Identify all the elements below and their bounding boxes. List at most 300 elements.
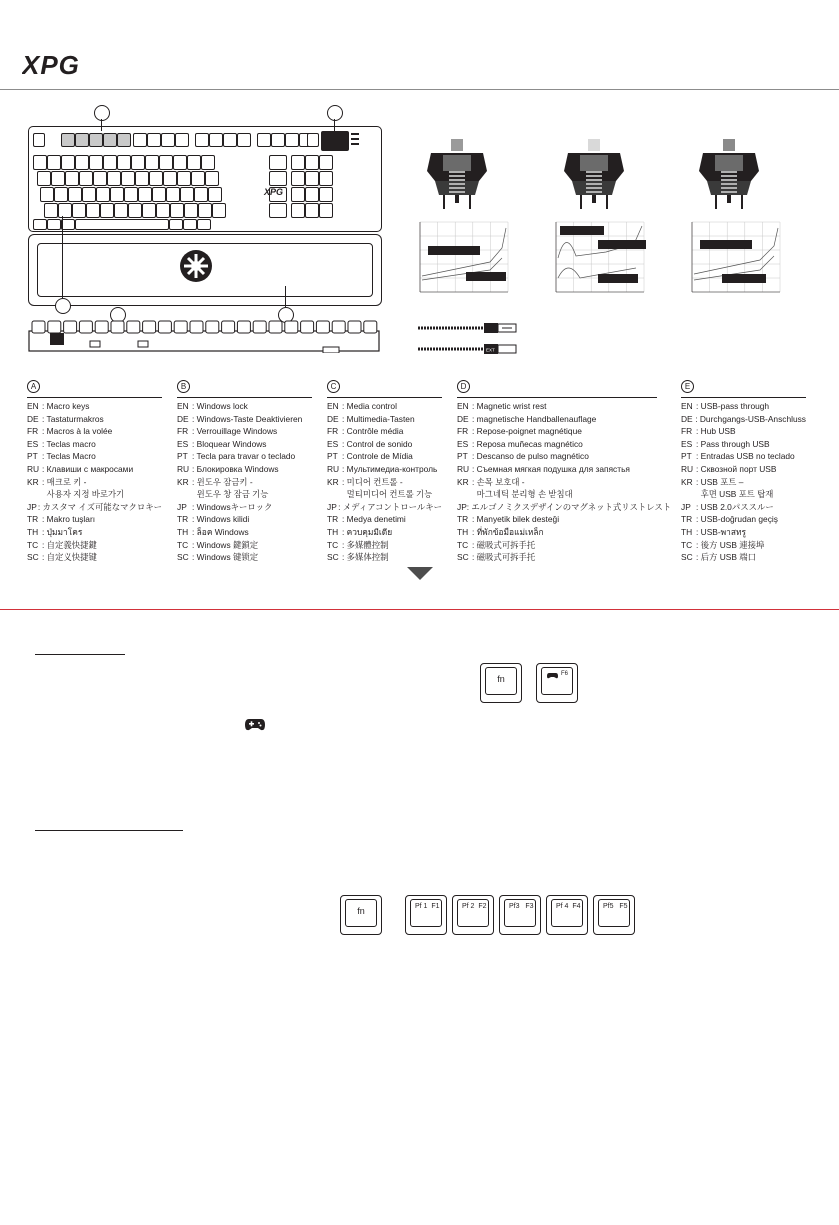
column-letter-badge: B <box>177 380 190 393</box>
language-row <box>457 526 657 539</box>
language-label: : magnetische Handballenauflage <box>472 413 597 424</box>
fn-key-illustration: fn <box>480 663 522 703</box>
profile-key-illustration <box>593 895 635 935</box>
language-label: : Repose-poignet magnétique <box>472 426 582 437</box>
language-row <box>177 513 312 526</box>
language-label: : Pass through USB <box>696 438 770 449</box>
language-label: : Durchgangs-USB-Anschluss <box>695 413 806 424</box>
language-code: TH <box>27 526 39 537</box>
language-row <box>177 526 312 539</box>
language-row <box>27 413 162 426</box>
switch-window <box>715 155 743 171</box>
language-code: PT <box>27 451 38 462</box>
keyboard-key <box>68 187 82 202</box>
language-row <box>681 450 806 463</box>
keyboard-key <box>124 187 138 202</box>
side-key <box>237 321 250 333</box>
keyboard-key <box>47 219 61 230</box>
language-label: : 미디어 컨트롤 - <box>342 476 403 487</box>
language-row <box>327 526 442 539</box>
language-row <box>177 438 312 451</box>
keyboard-key <box>163 171 177 186</box>
keyboard-key <box>205 171 219 186</box>
keycap-label: Pf 2 F2 <box>462 903 487 910</box>
keyboard-key <box>40 187 54 202</box>
keyboard-key <box>117 155 131 170</box>
language-code: EN <box>327 401 339 411</box>
keyboard-key <box>65 171 79 186</box>
language-label: : 磁吸式可拆手托 <box>472 552 536 563</box>
language-label: : Windowsキーロック <box>192 501 273 512</box>
keyboard-key <box>321 131 349 151</box>
language-label: : メディアコントロールキー <box>338 501 442 512</box>
language-code: ES <box>177 438 189 449</box>
language-code: EN <box>457 401 469 411</box>
language-row <box>681 400 806 413</box>
switch-pin <box>580 195 582 209</box>
keyboard-key <box>208 187 222 202</box>
usb-port <box>138 341 148 347</box>
callout-leader <box>62 216 63 298</box>
keyboard-key <box>51 171 65 186</box>
language-row <box>177 501 312 514</box>
keyboard-key <box>269 171 287 186</box>
keyboard-key <box>75 155 89 170</box>
language-label: : Descanso de pulso magnético <box>472 451 589 462</box>
language-label: : Entradas USB no teclado <box>696 451 795 462</box>
xpg-emblem-icon <box>179 249 213 283</box>
column-rule <box>327 397 442 398</box>
keyboard-key <box>138 187 152 202</box>
language-code: KR <box>177 476 189 487</box>
switch-spring <box>721 187 737 189</box>
language-row <box>177 450 312 463</box>
language-code: KR <box>27 476 39 487</box>
language-label: : Macros à la volée <box>42 426 113 437</box>
keyboard-key <box>183 219 197 230</box>
callout-b-marker <box>327 105 343 121</box>
language-row <box>457 400 657 413</box>
language-label: : Блокировка Windows <box>192 463 279 474</box>
language-code: DE <box>457 413 469 424</box>
language-label: : USB-pass through <box>696 401 770 411</box>
keyboard-key <box>145 155 159 170</box>
language-code: TH <box>457 526 469 537</box>
switch-spring <box>449 179 465 181</box>
language-code <box>27 488 42 501</box>
language-label: : ล็อค Windows <box>192 526 249 537</box>
language-code: TC <box>327 539 339 550</box>
language-list <box>327 400 442 564</box>
language-label: : 매크로 키 - <box>42 476 87 487</box>
switch-spring <box>449 183 465 185</box>
side-key <box>158 321 171 333</box>
language-label: 멀티미디어 컨트롤 기능 <box>342 489 433 500</box>
profile-key-illustration <box>499 895 541 935</box>
switch-pin <box>606 195 608 209</box>
language-code: PT <box>681 451 692 462</box>
language-code: SC <box>457 552 469 563</box>
language-label: : Мультимедиа-контроль <box>342 463 438 474</box>
keyboard-key <box>128 203 142 218</box>
profile-key-illustration <box>546 895 588 935</box>
language-code: TR <box>177 514 189 525</box>
switch-pin <box>715 195 717 209</box>
language-code: TH <box>681 526 693 537</box>
language-label: : 后方 USB 端口 <box>696 552 757 563</box>
language-label: : USB-พาสทรู <box>696 526 747 537</box>
keyboard-key <box>291 171 305 186</box>
graph-label-bar <box>598 240 646 249</box>
side-key <box>48 321 61 333</box>
switch-spring <box>586 187 602 189</box>
language-row <box>27 400 162 413</box>
language-code <box>457 488 472 501</box>
language-code <box>177 488 192 501</box>
side-key <box>190 321 203 333</box>
usb-port <box>90 341 100 347</box>
language-column-d <box>457 380 672 564</box>
keyboard-key <box>319 187 333 202</box>
switch-stem <box>588 139 600 151</box>
keyboard-key <box>149 171 163 186</box>
keyboard-key <box>212 203 226 218</box>
keyboard-key <box>93 171 107 186</box>
language-code: FR <box>177 426 189 437</box>
column-rule <box>177 397 312 398</box>
keyboard-key <box>61 133 75 147</box>
keyboard-key <box>54 187 68 202</box>
callout-leader <box>101 119 102 131</box>
language-code: RU <box>27 463 40 474</box>
side-key <box>348 321 361 333</box>
column-rule <box>27 397 162 398</box>
language-label: : Windows-Taste Deaktivieren <box>192 413 303 424</box>
keyboard-key <box>285 133 299 147</box>
language-code: EN <box>177 401 189 411</box>
language-code: SC <box>27 552 39 563</box>
language-label: : Сквозной порт USB <box>696 463 777 474</box>
language-row <box>177 539 312 552</box>
svg-text:XPG: XPG <box>22 52 80 78</box>
side-key <box>364 321 377 333</box>
language-row <box>457 551 657 564</box>
keyboard-key <box>184 203 198 218</box>
language-row <box>681 513 806 526</box>
keyboard-key <box>133 133 147 147</box>
language-row <box>457 438 657 451</box>
graph-label-bar <box>560 226 604 235</box>
language-code: ES <box>327 438 339 449</box>
language-label: : Magnetic wrist rest <box>472 401 547 411</box>
language-code: ES <box>457 438 469 449</box>
switch-spring <box>449 187 465 189</box>
language-label: : Клавиши с макросами <box>42 463 134 474</box>
switch-spring <box>449 191 465 193</box>
language-code: ES <box>681 438 693 449</box>
keyboard-key <box>79 171 93 186</box>
side-key <box>64 321 77 333</box>
keyboard-key <box>61 155 75 170</box>
keyboard-key <box>107 171 121 186</box>
keyboard-key <box>89 155 103 170</box>
keycap-label: Pf5 F5 <box>603 903 628 910</box>
keyboard-key <box>33 219 47 230</box>
keyboard-key <box>100 203 114 218</box>
keyboard-key <box>223 133 237 147</box>
language-code: TH <box>327 526 339 537</box>
language-label: : ควบคุมมีเดีย <box>342 526 393 537</box>
keyboard-key <box>159 155 173 170</box>
callout-c-marker <box>55 298 71 314</box>
language-label: : 多媒體控制 <box>342 539 389 550</box>
keyboard-key <box>75 219 169 230</box>
keyboard-key <box>131 155 145 170</box>
callout-leader <box>334 119 335 131</box>
language-row <box>327 476 442 489</box>
switch-spring <box>721 179 737 181</box>
column-rule <box>457 397 657 398</box>
graph-label-bar <box>722 274 766 283</box>
keyboard-logo: XPG <box>264 187 284 197</box>
language-row <box>27 450 162 463</box>
side-key <box>269 321 282 333</box>
language-code: SC <box>327 552 339 563</box>
switch-spring <box>449 175 465 177</box>
language-row <box>457 413 657 426</box>
language-row <box>27 551 162 564</box>
section-divider-red <box>0 609 839 610</box>
language-row <box>457 425 657 438</box>
side-key <box>206 321 219 333</box>
switch-stem <box>451 139 463 151</box>
usb-cable-ext-illustration <box>418 342 518 356</box>
language-label: 윈도우 창 잠금 기능 <box>192 489 269 500</box>
fn-key-illustration <box>340 895 382 935</box>
switch-illustration <box>425 137 489 213</box>
language-label: : Verrouillage Windows <box>192 426 278 437</box>
keyboard-key <box>47 155 61 170</box>
language-code: RU <box>681 463 694 474</box>
keyboard-key <box>147 133 161 147</box>
keyboard-key <box>269 155 287 170</box>
language-label: 사용자 지정 바로가기 <box>42 489 125 500</box>
switch-spring <box>721 171 737 173</box>
language-row <box>177 476 312 489</box>
language-code: TC <box>457 539 469 550</box>
profile-key-illustration <box>405 895 447 935</box>
keyboard-key <box>180 187 194 202</box>
language-label: : USB-doğrudan geçiş <box>696 514 778 525</box>
keyboard-key <box>170 203 184 218</box>
language-row <box>681 476 806 489</box>
language-label: : Media control <box>342 401 397 411</box>
language-label: : Windows kilidi <box>192 514 250 525</box>
language-label: : USB 2.0パススルー <box>696 501 774 512</box>
language-label: : Makro tuşları <box>42 514 96 525</box>
keycap-label: Pf3 F3 <box>509 903 534 910</box>
keyboard-key <box>271 133 285 147</box>
xpg-logo <box>22 52 120 78</box>
force-curve-graph <box>682 218 782 298</box>
language-code <box>327 488 342 501</box>
keyboard-key <box>166 187 180 202</box>
language-label: : Reposa muñecas magnético <box>472 438 583 449</box>
language-row <box>457 488 657 501</box>
wrist-rest-illustration <box>28 234 382 306</box>
language-row <box>177 413 312 426</box>
language-code: RU <box>457 463 470 474</box>
switch-window <box>580 155 608 171</box>
language-label: : Teclas macro <box>42 438 96 449</box>
language-label: : Macro keys <box>42 401 90 411</box>
language-code: TC <box>177 539 189 550</box>
switch-post <box>455 195 459 203</box>
language-label: : Medya denetimi <box>342 514 406 525</box>
language-column-b <box>177 380 312 564</box>
language-row <box>681 551 806 564</box>
language-code: DE <box>681 413 693 424</box>
language-code: ES <box>27 438 39 449</box>
language-code: DE <box>327 413 339 424</box>
language-label: : 磁吸式可拆手托 <box>472 539 536 550</box>
language-label: : ที่พักข้อมือแม่เหล็ก <box>472 526 544 537</box>
keyboard-side-view <box>28 319 380 353</box>
language-code: FR <box>327 426 339 437</box>
language-row <box>327 501 442 514</box>
switch-spring <box>586 179 602 181</box>
language-row <box>27 425 162 438</box>
keyboard-key <box>152 187 166 202</box>
keyboard-key <box>305 203 319 218</box>
switch-pin <box>741 195 743 209</box>
keyboard-key <box>209 133 223 147</box>
language-code: FR <box>457 426 469 437</box>
usb-port <box>50 333 64 345</box>
language-row <box>327 438 442 451</box>
language-list <box>177 400 312 564</box>
language-code: RU <box>327 463 340 474</box>
language-code: KR <box>681 476 693 487</box>
language-column-c <box>327 380 442 564</box>
profile-key-illustration <box>452 895 494 935</box>
switch-post <box>592 195 596 203</box>
keyboard-key <box>61 219 75 230</box>
keyboard-key <box>121 171 135 186</box>
language-label: : Multimedia-Tasten <box>342 413 415 424</box>
language-list <box>681 400 806 564</box>
language-code: JP <box>27 501 37 512</box>
language-row <box>681 488 806 501</box>
keyboard-key <box>291 155 305 170</box>
language-list <box>457 400 672 564</box>
keyboard-key <box>103 133 117 147</box>
language-code: TH <box>177 526 189 537</box>
language-label: : Съемная мягкая подушка для запястья <box>472 463 630 474</box>
keyboard-key <box>198 203 212 218</box>
language-row <box>681 425 806 438</box>
side-key <box>95 321 108 333</box>
usb-cable-illustration <box>418 321 518 335</box>
side-key <box>111 321 124 333</box>
force-curve-graph <box>546 218 646 298</box>
language-label: : Bloquear Windows <box>192 438 267 449</box>
switch-pin <box>443 195 445 209</box>
language-row <box>327 400 442 413</box>
keyboard-key <box>114 203 128 218</box>
keyboard-key <box>110 187 124 202</box>
language-code: TR <box>327 514 339 525</box>
keyboard-key <box>58 203 72 218</box>
f6-key-illustration: F6 <box>536 663 578 703</box>
keycap-label: fn <box>357 906 365 916</box>
language-code: KR <box>327 476 339 487</box>
language-label: : Windows 鍵鎖定 <box>192 539 259 550</box>
language-code: TR <box>27 514 39 525</box>
language-label: : 自定义快捷键 <box>42 552 97 563</box>
keyboard-key <box>135 171 149 186</box>
gamepad-icon <box>245 718 265 732</box>
keycap-label: Pf 1 F1 <box>415 903 440 910</box>
language-row <box>681 463 806 476</box>
language-label: : Tecla para travar o teclado <box>192 451 296 462</box>
keyboard-key <box>305 187 319 202</box>
switch-pin <box>469 195 471 209</box>
language-row <box>327 413 442 426</box>
language-label: : USB 포트 – <box>696 476 744 487</box>
language-label: : 손목 보호대 - <box>472 476 525 487</box>
language-label: : 後方 USB 連接埠 <box>696 539 765 550</box>
keyboard-key <box>86 203 100 218</box>
keyboard-key <box>305 155 319 170</box>
keyboard-key <box>319 171 333 186</box>
switch-spring <box>721 191 737 193</box>
keyboard-key <box>319 155 333 170</box>
language-code: TC <box>681 539 693 550</box>
header-divider <box>0 89 839 90</box>
keyboard-key <box>117 133 131 147</box>
language-label: : Hub USB <box>696 426 736 437</box>
keyboard-key <box>173 155 187 170</box>
graph-label-bar <box>466 272 506 281</box>
language-code: FR <box>27 426 39 437</box>
side-key <box>143 321 156 333</box>
language-label: : 多媒体控制 <box>342 552 389 563</box>
side-key <box>332 321 345 333</box>
language-row <box>27 463 162 476</box>
language-label: : 自定義快捷鍵 <box>42 539 97 550</box>
section-heading-rule <box>35 830 183 831</box>
language-row <box>681 526 806 539</box>
graph-label-bar <box>700 240 752 249</box>
keyboard-key <box>82 187 96 202</box>
keyboard-key <box>319 203 333 218</box>
callout-leader <box>285 286 286 307</box>
language-label: : Control de sonido <box>342 438 413 449</box>
language-row <box>177 463 312 476</box>
language-code: SC <box>681 552 693 563</box>
column-letter-badge: A <box>27 380 40 393</box>
language-row <box>327 463 442 476</box>
keyboard-key <box>237 133 251 147</box>
language-label: : エルゴノミクスデザインのマグネット式リストレスト <box>466 501 672 512</box>
keyboard-key <box>37 171 51 186</box>
keyboard-key <box>195 133 209 147</box>
side-key <box>253 321 266 333</box>
section-heading-rule <box>35 654 125 655</box>
down-arrow-icon <box>407 567 433 580</box>
keyboard-key <box>75 133 89 147</box>
